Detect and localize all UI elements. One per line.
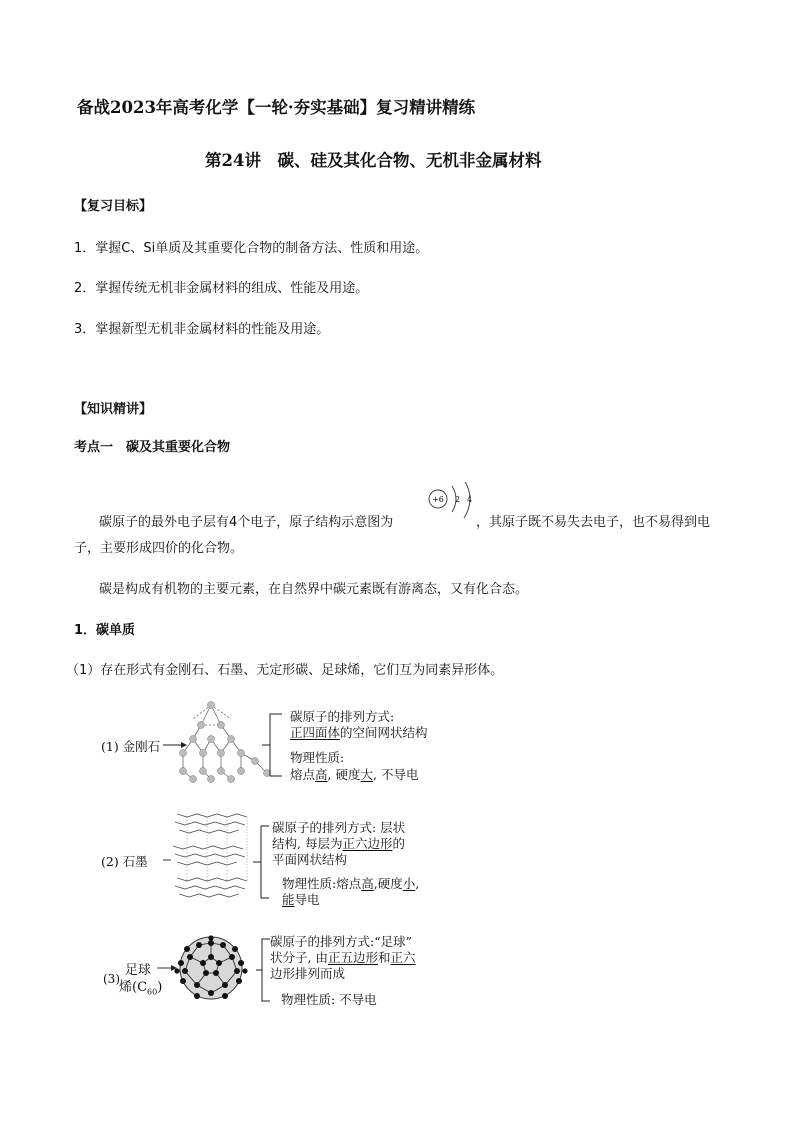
- goal-item-3: 3．掌握新型无机非金属材料的性能及用途。: [74, 322, 330, 337]
- paragraph-1c: 子，主要形成四价的化合物。: [74, 541, 244, 556]
- fullerene-structure-image: [157, 933, 267, 1003]
- paragraph-1a: 碳原子的最外电子层有4个电子，原子结构示意图为: [99, 515, 394, 530]
- goal-item-1: 1．掌握C、Si单质及其重要化合物的制备方法、性质和用途。: [74, 241, 429, 256]
- paragraph-2: 碳是构成有机物的主要元素，在自然界中碳元素既有游离态，又有化合态。: [99, 582, 529, 597]
- diamond-property-label: 物理性质:: [290, 750, 345, 765]
- atom-nucleus: +6: [432, 495, 444, 504]
- carbon-atom-diagram: [424, 482, 484, 528]
- graphite-arrangement-label: 碳原子的排列方式: 层状: [272, 820, 406, 835]
- diamond-arrangement-value: 正四面体的空间网状结构: [290, 725, 428, 740]
- subsection-title: 1．碳单质: [74, 623, 136, 638]
- fullerene-arrangement-value-2: 边形排列而成: [270, 966, 346, 981]
- paragraph-1b: ，其原子既不易失去电子，也不易得到电: [476, 515, 711, 530]
- shell-2-count: 4: [467, 495, 473, 504]
- document-title: 备战2023年高考化学【一轮·夯实基础】复习精讲精练: [77, 98, 476, 117]
- goal-item-2: 2．掌握传统无机非金属材料的组成、性能及用途。: [74, 281, 369, 296]
- subsection-text: （1）存在形式有金刚石、石墨、无定形碳、足球烯，它们互为同素异形体。: [66, 663, 504, 678]
- fullerene-label-bottom: 烯$(C_{60})$: [119, 980, 163, 997]
- fullerene-label-top: 足球: [125, 963, 152, 978]
- lecture-title: 第24讲 碳、硅及其化合物、无机非金属材料: [205, 151, 542, 170]
- fullerene-label-prefix: (3): [103, 972, 120, 986]
- fullerene-property: 物理性质: 不导电: [281, 992, 377, 1007]
- graphite-arrangement-value-2: 平面网状结构: [272, 852, 348, 867]
- graphite-property-value-2: 能导电: [282, 892, 320, 907]
- fullerene-arrangement-label: 碳原子的排列方式:“足球”: [270, 934, 412, 949]
- graphite-bracket: [253, 822, 271, 902]
- diamond-bracket: [262, 710, 286, 780]
- shell-1-count: 2: [455, 495, 461, 504]
- goals-heading: 【复习目标】: [74, 199, 153, 214]
- fullerene-arrangement-value: 状分子, 由正五边形和正六: [270, 950, 416, 965]
- graphite-label: (2) 石墨: [101, 854, 148, 869]
- diamond-property-value: 熔点高, 硬度大, 不导电: [290, 767, 419, 782]
- knowledge-heading: 【知识精讲】: [74, 402, 153, 417]
- diamond-arrangement-label: 碳原子的排列方式:: [290, 709, 395, 724]
- graphite-property-value: 物理性质:熔点高,硬度小,: [282, 876, 420, 891]
- graphite-arrangement-value: 结构, 每层为正六边形的: [272, 836, 405, 851]
- diamond-label: (1) 金刚石: [101, 739, 161, 754]
- graphite-structure-image: [163, 808, 263, 908]
- point-title: 考点一 碳及其重要化合物: [74, 440, 231, 455]
